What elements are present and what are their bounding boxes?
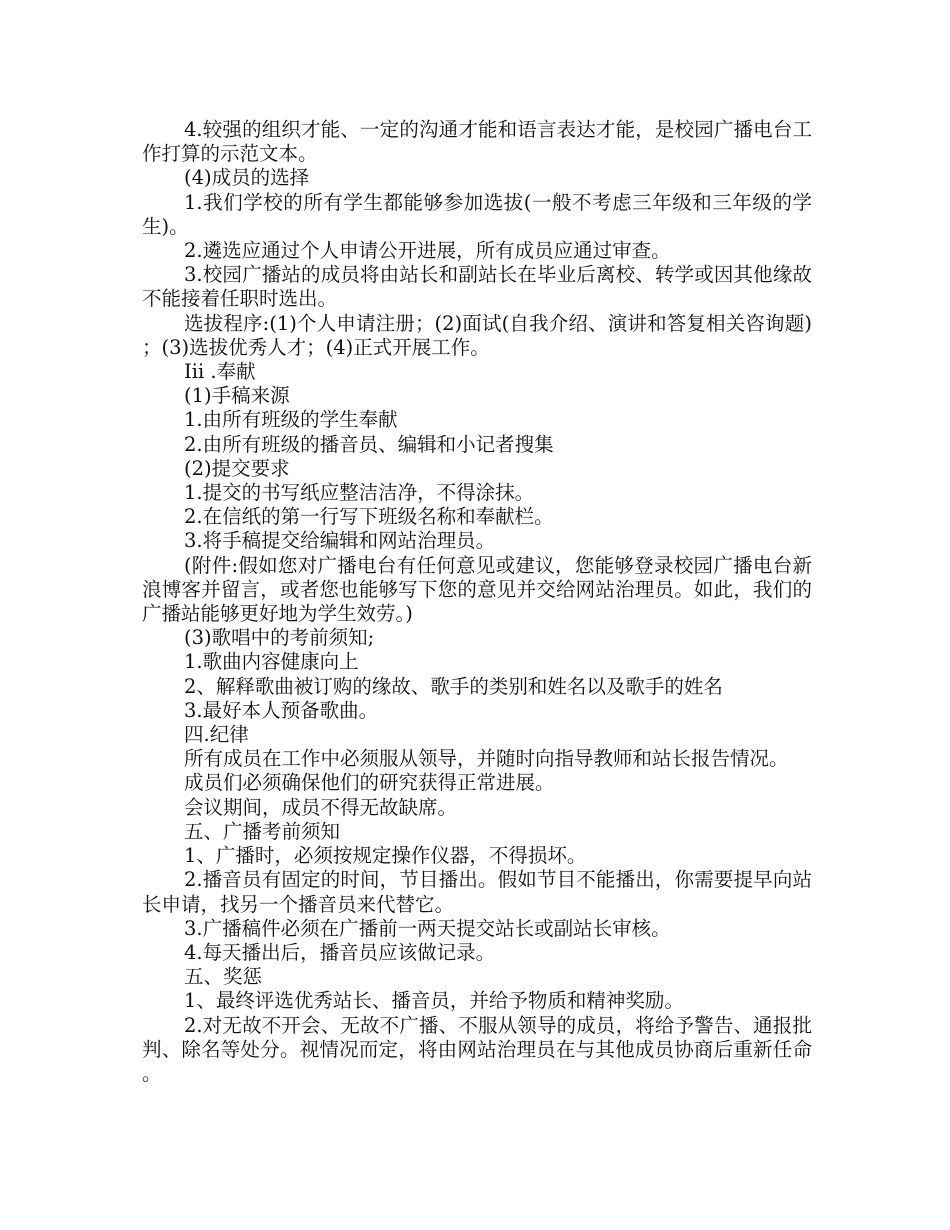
selection-procedure: 选拔程序:(1)个人申请注册；(2)面试(自我介绍、演讲和答复相关咨询题)；(3)选拔优秀人才；(4)正式开展工作。 [142,311,812,359]
appendix-note: (附件:假如您对广播电台有任何意见或建议，您能够登录校园广播电台新浪博客并留言，或者您也能够写下您的意见并交给网站治理员。如此，我们的广播站能够更好地为学生效劳。) [142,553,812,626]
requirement-item-2: 2.在信纸的第一行写下班级名称和奉献栏。 [184,505,554,529]
heading-member-selection: (4)成员的选择 [184,166,310,190]
heading-song-notes: (3)歌唱中的考前须知; [184,626,375,650]
broadcast-note-1: 1、广播时，必须按规定操作仪器，不得损坏。 [184,844,587,868]
selection-rule-2: 2.遴选应通过个人申请公开进展，所有成员应通过审查。 [184,239,671,263]
discipline-item-3: 会议期间，成员不得无故缺席。 [184,795,458,819]
broadcast-note-3: 3.广播稿件必须在广播前一两天提交站长或副站长审核。 [184,916,671,940]
requirement-item-3: 3.将手稿提交给编辑和网站治理员。 [184,529,496,553]
broadcast-note-4: 4.每天播出后，播音员应该做记录。 [184,940,496,964]
item-organization-skills: 4.较强的组织才能、一定的沟通才能和语言表达才能，是校园广播电台工作打算的示范文本。 [142,118,812,166]
requirement-item-1: 1.提交的书写纸应整洁洁净，不得涂抹。 [184,481,535,505]
reward-item-1: 1、最终评选优秀站长、播音员，并给予物质和精神奖励。 [184,989,684,1013]
heading-submission-requirements: (2)提交要求 [184,456,290,480]
heading-discipline: 四.纪律 [184,723,249,747]
penalty-item-2: 2.对无故不开会、无故不广播、不服从领导的成员，将给予警告、通报批判、除名等处分。视情况而定，将由网站治理员在与其他成员协商后重新任命。 [142,1013,812,1085]
selection-rule-3: 3.校园广播站的成员将由站长和副站长在毕业后离校、转学或因其他缘故不能接着任职时选出。 [142,263,812,311]
source-item-2: 2.由所有班级的播音员、编辑和小记者搜集 [184,432,554,456]
heading-manuscript-source: (1)手稿来源 [184,384,290,408]
discipline-item-1: 所有成员在工作中必须服从领导，并随时向指导教师和站长报告情况。 [184,747,789,771]
source-item-1: 1.由所有班级的学生奉献 [184,408,398,432]
heading-broadcast-notes: 五、广播考前须知 [184,819,341,843]
broadcast-note-2: 2.播音员有固定的时间，节目播出。假如节目不能播出，你需要提早向站长申请，找另一个播音员来代替它。 [142,868,812,916]
selection-rule-1: 1.我们学校的所有学生都能够参加选拔(一般不考虑三年级和三年级的学生)。 [142,190,812,238]
song-note-3: 3.最好本人预备歌曲。 [184,698,379,722]
discipline-item-2: 成员们必须确保他们的研究获得正常进展。 [184,771,555,795]
document-body [142,118,812,1086]
song-note-1: 1.歌曲内容健康向上 [184,650,359,674]
heading-rewards-penalties: 五、奖惩 [184,965,263,989]
song-note-2: 2、解释歌曲被订购的缘故、歌手的类别和姓名以及歌手的姓名 [184,674,723,698]
heading-contribution: Iii .奉献 [184,360,256,384]
